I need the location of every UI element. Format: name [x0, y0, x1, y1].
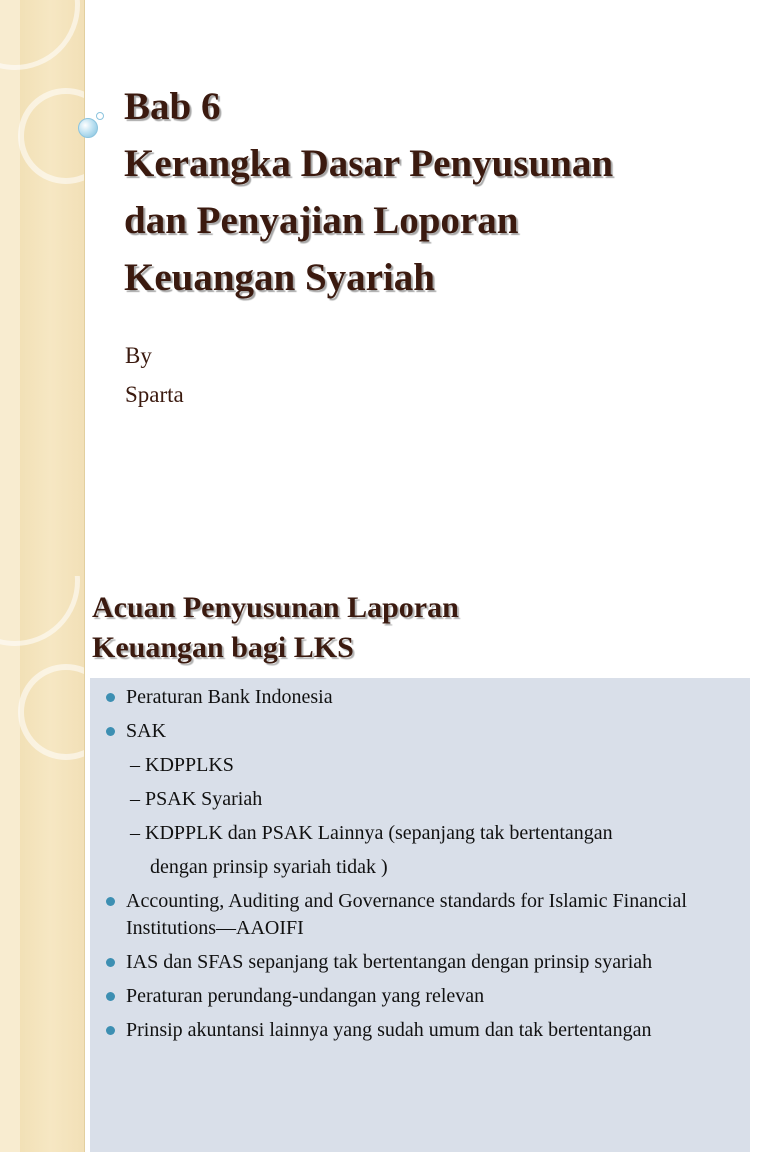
bubble-icon: [78, 118, 98, 138]
bullet-list: [90, 678, 750, 1044]
decorative-ring: [18, 88, 85, 184]
list-item: [90, 684, 750, 711]
small-bubble-icon: [96, 112, 104, 120]
decorative-side-strip: [0, 0, 85, 576]
bullet-icon: [106, 992, 115, 1001]
strip-highlight: [0, 576, 20, 1152]
slide-title: [92, 588, 752, 668]
subtitle-line: By: [125, 343, 152, 368]
list-item-text: Peraturan Bank Indonesia: [126, 686, 333, 708]
title-line: Acuan Penyusunan Laporan: [92, 591, 459, 624]
list-item-continuation: dengan prinsip syariah tidak ): [150, 856, 388, 878]
list-item-text: Accounting, Auditing and Governance standards for Islamic Financial Institutions—AAOIFI: [126, 890, 687, 939]
list-item: [90, 1017, 750, 1044]
list-item-text: – KDPPLKS: [130, 754, 234, 776]
list-item-text: Prinsip akuntansi lainnya yang sudah umum dan tak bertentangan: [126, 1019, 652, 1041]
decorative-side-strip: [0, 576, 85, 1152]
list-item: [90, 949, 750, 976]
list-item-text: – PSAK Syariah: [130, 788, 263, 810]
bullet-icon: [106, 1026, 115, 1035]
sub-list-item: [90, 820, 750, 881]
content-box: [90, 678, 750, 1152]
decorative-ring: [0, 0, 80, 70]
slide-title: [124, 78, 744, 306]
bullet-icon: [106, 958, 115, 967]
content-slide: [0, 576, 768, 1152]
title-line: Bab 6: [124, 85, 221, 128]
title-line: dan Penyajian Loporan: [124, 199, 519, 242]
sub-list-item: [90, 752, 750, 779]
list-item: [90, 718, 750, 745]
bullet-icon: [106, 727, 115, 736]
bullet-icon: [106, 897, 115, 906]
strip-highlight: [0, 0, 20, 576]
list-item: [90, 888, 750, 942]
decorative-ring: [0, 576, 80, 646]
sub-list-item: [90, 786, 750, 813]
list-item-text: SAK: [126, 720, 167, 742]
list-item-text: IAS dan SFAS sepanjang tak bertentangan dengan prinsip syariah: [126, 951, 653, 973]
list-item-text: Peraturan perundang-undangan yang relevan: [126, 985, 485, 1007]
title-line: Keuangan Syariah: [124, 256, 435, 299]
title-line: Keuangan bagi LKS: [92, 631, 354, 664]
slide-subtitle: [125, 336, 184, 414]
list-item: [90, 983, 750, 1010]
decorative-ring: [18, 664, 85, 760]
list-item-text: – KDPPLK dan PSAK Lainnya (sepanjang tak bertentangan: [130, 822, 613, 844]
author-name: Sparta: [125, 382, 184, 407]
title-line: Kerangka Dasar Penyusunan: [124, 142, 614, 185]
bullet-icon: [106, 693, 115, 702]
